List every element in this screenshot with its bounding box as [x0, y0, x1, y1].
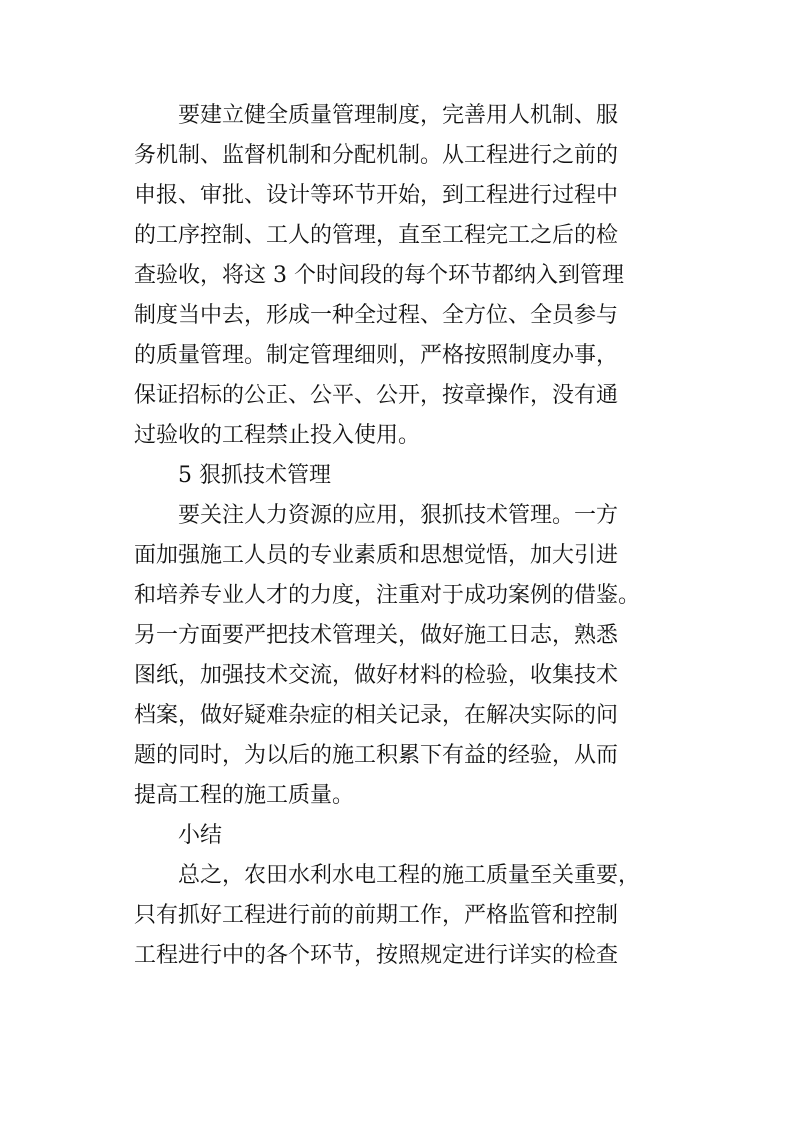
paragraph-technical-line-2: 面加强施工人员的专业素质和思想觉悟，加大引进 — [134, 543, 619, 568]
document-body — [134, 96, 674, 976]
paragraph-summary-line-3: 工程进行中的各个环节，按照规定进行详实的检查 — [134, 943, 619, 968]
paragraph-technical-line-6: 档案，做好疑难杂症的相关记录，在解决实际的问 — [134, 703, 619, 728]
paragraph-quality-system-line-4: 的工序控制、工人的管理，直至工程完工之后的检 — [134, 223, 619, 248]
paragraph-technical-line-1: 要关注人力资源的应用，狠抓技术管理。一方 — [178, 503, 619, 528]
paragraph-quality-system-line-7: 的质量管理。制定管理细则，严格按照制度办事， — [134, 343, 619, 368]
paragraph-technical-line-4: 另一方面要严把技术管理关，做好施工日志，熟悉 — [134, 623, 619, 648]
paragraph-quality-system-line-6: 制度当中去，形成一种全过程、全方位、全员参与 — [134, 303, 619, 328]
paragraph-technical-line-8: 提高工程的施工质量。 — [134, 783, 355, 808]
section-heading-summary: 小结 — [178, 823, 223, 848]
paragraph-quality-system-line-8: 保证招标的公正、公平、公开，按章操作，没有通 — [134, 383, 619, 408]
paragraph-summary-line-2: 只有抓好工程进行前的前期工作，严格监管和控制 — [134, 903, 619, 928]
paragraph-technical-line-3: 和培养专业人才的力度，注重对于成功案例的借鉴。 — [134, 583, 641, 608]
paragraph-summary-line-1: 总之，农田水利水电工程的施工质量至关重要， — [178, 863, 641, 888]
paragraph-quality-system-line-3: 申报、审批、设计等环节开始，到工程进行过程中 — [134, 183, 619, 208]
paragraph-quality-system-line-2: 务机制、监督机制和分配机制。从工程进行之前的 — [134, 143, 619, 168]
paragraph-quality-system-line-1: 要建立健全质量管理制度，完善用人机制、服 — [178, 103, 619, 128]
section-heading-technical-management: 5 狠抓技术管理 — [178, 463, 331, 488]
paragraph-technical-line-7: 题的同时，为以后的施工积累下有益的经验，从而 — [134, 743, 619, 768]
paragraph-quality-system-line-5: 查验收，将这 3 个时间段的每个环节都纳入到管理 — [134, 263, 624, 288]
paragraph-technical-line-5: 图纸，加强技术交流，做好材料的检验，收集技术 — [134, 663, 619, 688]
paragraph-quality-system-line-9: 过验收的工程禁止投入使用。 — [134, 423, 421, 448]
